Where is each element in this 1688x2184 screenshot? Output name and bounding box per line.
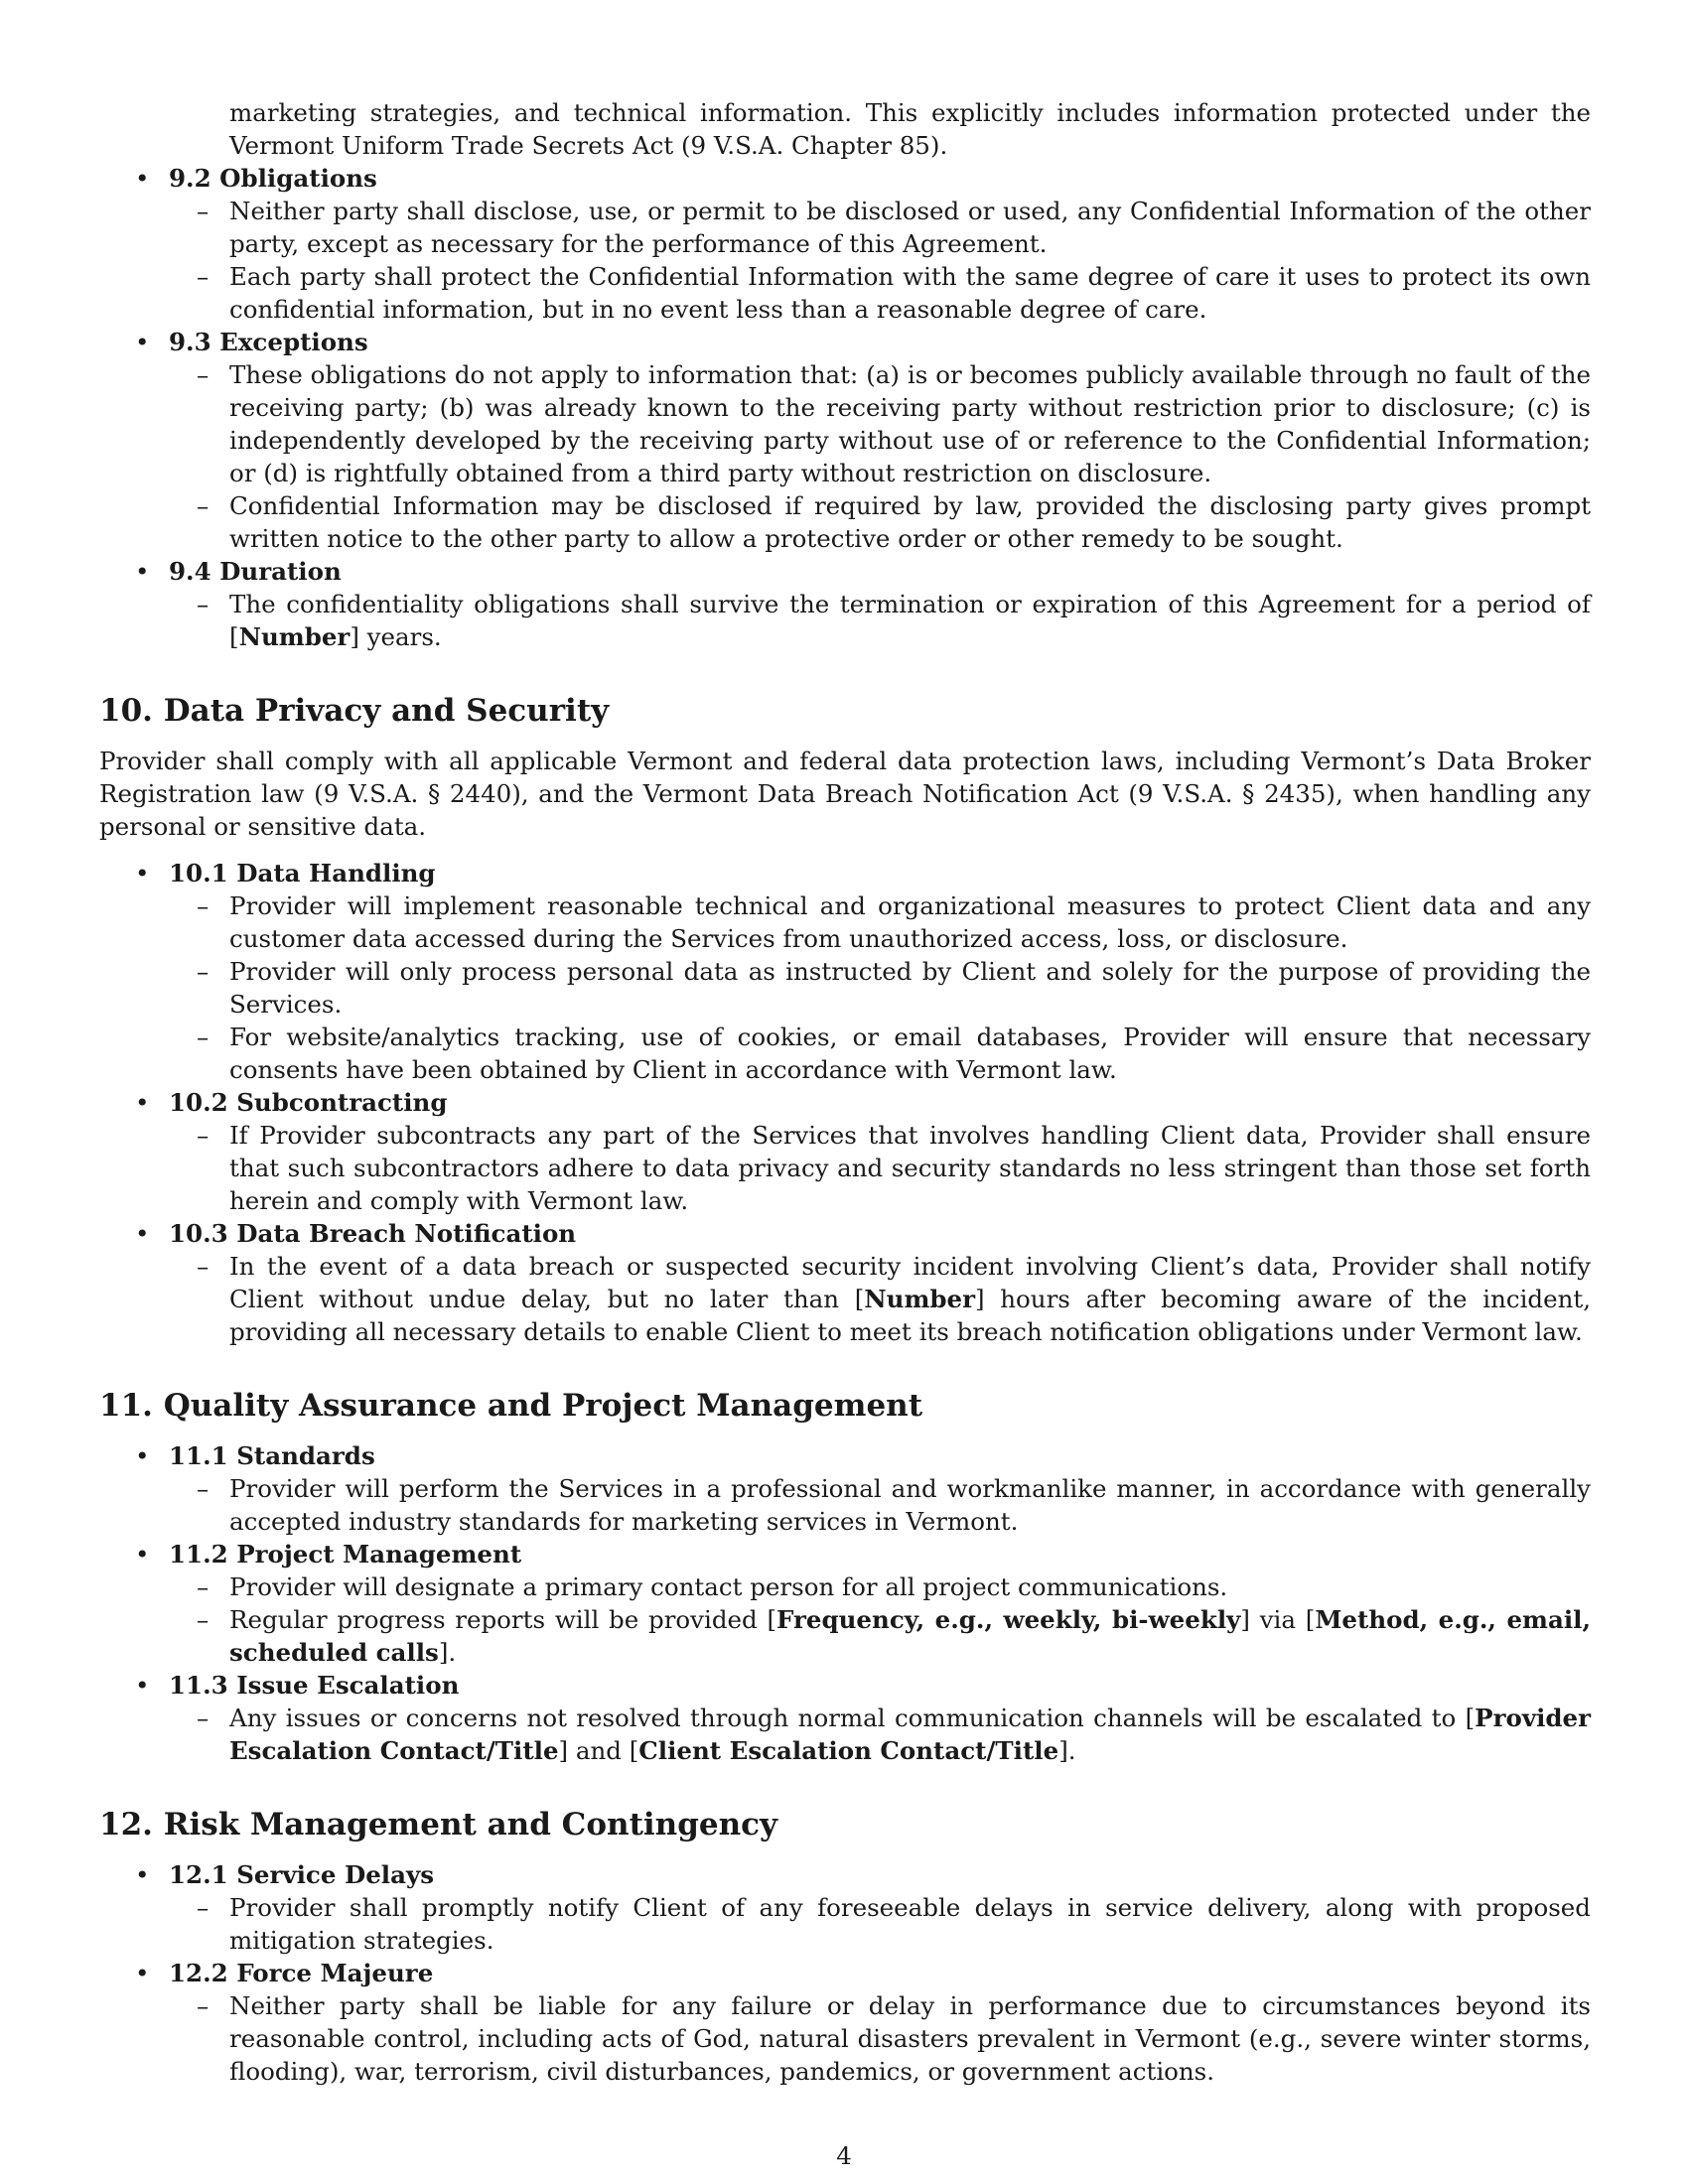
section-10-intro: Provider shall comply with all applicable Vermont and federal data protection laws, including Vermont’s Data Broker Registration law (9 V.S.A. § 2440), and the Vermont Data Breach Notification Act (9 V.S.A. § 2435), when handling any personal or sensitive data. bbox=[99, 747, 1591, 841]
text-run: ] and [ bbox=[558, 1736, 639, 1765]
placeholder-frequency: Frequency, e.g., weekly, bi-weekly bbox=[776, 1605, 1241, 1634]
item-11-1-title: • 11.1 Standards bbox=[99, 1439, 1591, 1472]
placeholder-client-contact: Client Escalation Contact/Title bbox=[638, 1736, 1059, 1765]
item-12-1-title: • 12.1 Service Delays bbox=[99, 1858, 1591, 1891]
item-12-2-title: • 12.2 Force Majeure bbox=[99, 1957, 1591, 1989]
item-9-3-bullet-1: – These obligations do not apply to information that: (a) is or becomes publicly available through no fault of the receiving party; (b) was already known to the receiving party without restriction prior to disclosure; (c) is independently developed by the receiving party without use of or reference to the Confidential Information; or (d) is rightfully obtained from a third party without restriction on disclosure. bbox=[99, 358, 1591, 489]
text-run: ] via [ bbox=[1240, 1605, 1316, 1634]
continuation-text: marketing strategies, and technical information. This explicitly includes information protected under the Vermont Uniform Trade Secrets Act (9 V.S.A. Chapter 85). bbox=[229, 98, 1591, 160]
item-11-2-bullet-1: – Provider will designate a primary contact person for all project communications. bbox=[99, 1570, 1591, 1603]
placeholder-method: Method, e.g., email, scheduled calls bbox=[229, 1605, 1592, 1667]
section-10-heading: 10. Data Privacy and Security bbox=[99, 693, 610, 729]
item-10-3-bullet-1 bbox=[99, 1250, 1591, 1348]
item-11-3-title: • 11.3 Issue Escalation bbox=[99, 1669, 1591, 1702]
item-11-1-bullet-1: – Provider will perform the Services in a professional and workmanlike manner, in accordance with generally accepted industry standards for marketing services in Vermont. bbox=[99, 1472, 1591, 1538]
item-10-1-bullet-3: – For website/analytics tracking, use of cookies, or email databases, Provider will ensure that necessary consents have been obtained by Client in accordance with Vermont law. bbox=[99, 1021, 1591, 1086]
item-12-1-bullet-1: – Provider shall promptly notify Client of any foreseeable delays in service delivery, along with proposed mitigation strategies. bbox=[99, 1891, 1591, 1957]
item-9-3-bullet-2: – Confidential Information may be disclosed if required by law, provided the disclosing party gives prompt written notice to the other party to allow a protective order or other remedy to be sought. bbox=[99, 489, 1591, 555]
item-9-2-bullet-1: – Neither party shall disclose, use, or permit to be disclosed or used, any Confidential Information of the other party, except as necessary for the performance of this Agreement. bbox=[99, 195, 1591, 260]
item-10-1-bullet-1: – Provider will implement reasonable technical and organizational measures to protect Client data and any customer data accessed during the Services from unauthorized access, loss, or disclosure. bbox=[99, 889, 1591, 955]
placeholder-number: Number bbox=[238, 622, 351, 651]
text-run: The confidentiality obligations shall survive the termination or expiration of this Agreement for a period of [ bbox=[229, 590, 1591, 651]
item-9-2-bullet-2: – Each party shall protect the Confidential Information with the same degree of care it uses to protect its own confidential information, but in no event less than a reasonable degree of care. bbox=[99, 260, 1591, 326]
text-run: ] years. bbox=[350, 622, 442, 651]
item-12-2-bullet-1: – Neither party shall be liable for any failure or delay in performance due to circumstances beyond its reasonable control, including acts of God, natural disasters prevalent in Vermont (e.g., severe winter storms, flooding), war, terrorism, civil disturbances, pandemics, or government actions. bbox=[99, 1989, 1591, 2088]
item-9-4-title: • 9.4 Duration bbox=[99, 555, 1591, 588]
item-10-2-title: • 10.2 Subcontracting bbox=[99, 1086, 1591, 1119]
page-content bbox=[99, 96, 1591, 2088]
item-10-1-title: • 10.1 Data Handling bbox=[99, 857, 1591, 889]
text-run: ]. bbox=[438, 1638, 457, 1667]
text-run: Regular progress reports will be provided [ bbox=[229, 1605, 777, 1634]
text-run: Any issues or concerns not resolved through normal communication channels will be escalated to [ bbox=[229, 1704, 1476, 1732]
placeholder-number: Number bbox=[864, 1285, 976, 1313]
section-11-heading: 11. Quality Assurance and Project Management bbox=[99, 1388, 923, 1424]
placeholder-provider-contact: Provider Escalation Contact/Title bbox=[229, 1704, 1591, 1765]
item-9-2-title: • 9.2 Obligations bbox=[99, 162, 1591, 195]
text-run: ]. bbox=[1058, 1736, 1076, 1765]
section-12-heading: 12. Risk Management and Contingency bbox=[99, 1807, 778, 1843]
item-10-1-bullet-2: – Provider will only process personal data as instructed by Client and solely for the purpose of providing the Services. bbox=[99, 955, 1591, 1021]
item-11-3-bullet-1 bbox=[99, 1702, 1591, 1767]
item-9-3-title: • 9.3 Exceptions bbox=[99, 326, 1591, 358]
item-10-3-title: • 10.3 Data Breach Notification bbox=[99, 1217, 1591, 1250]
text-run: In the event of a data breach or suspected security incident involving Client’s data, Provider shall notify Client without undue delay, but no later than [ bbox=[229, 1252, 1591, 1313]
page-number: 4 bbox=[836, 2141, 852, 2170]
item-11-2-bullet-2 bbox=[99, 1603, 1591, 1669]
item-10-2-bullet-1: – If Provider subcontracts any part of the Services that involves handling Client data, Provider shall ensure that such subcontractors adhere to data privacy and security standards no less stringent than those set forth herein and comply with Vermont law. bbox=[99, 1119, 1591, 1217]
text-run: ] hours after becoming aware of the incident, providing all necessary details to enable Client to meet its breach notification obligations under Vermont law. bbox=[229, 1285, 1592, 1346]
item-9-4-bullet-1 bbox=[99, 588, 1591, 653]
item-11-2-title: • 11.2 Project Management bbox=[99, 1538, 1591, 1570]
